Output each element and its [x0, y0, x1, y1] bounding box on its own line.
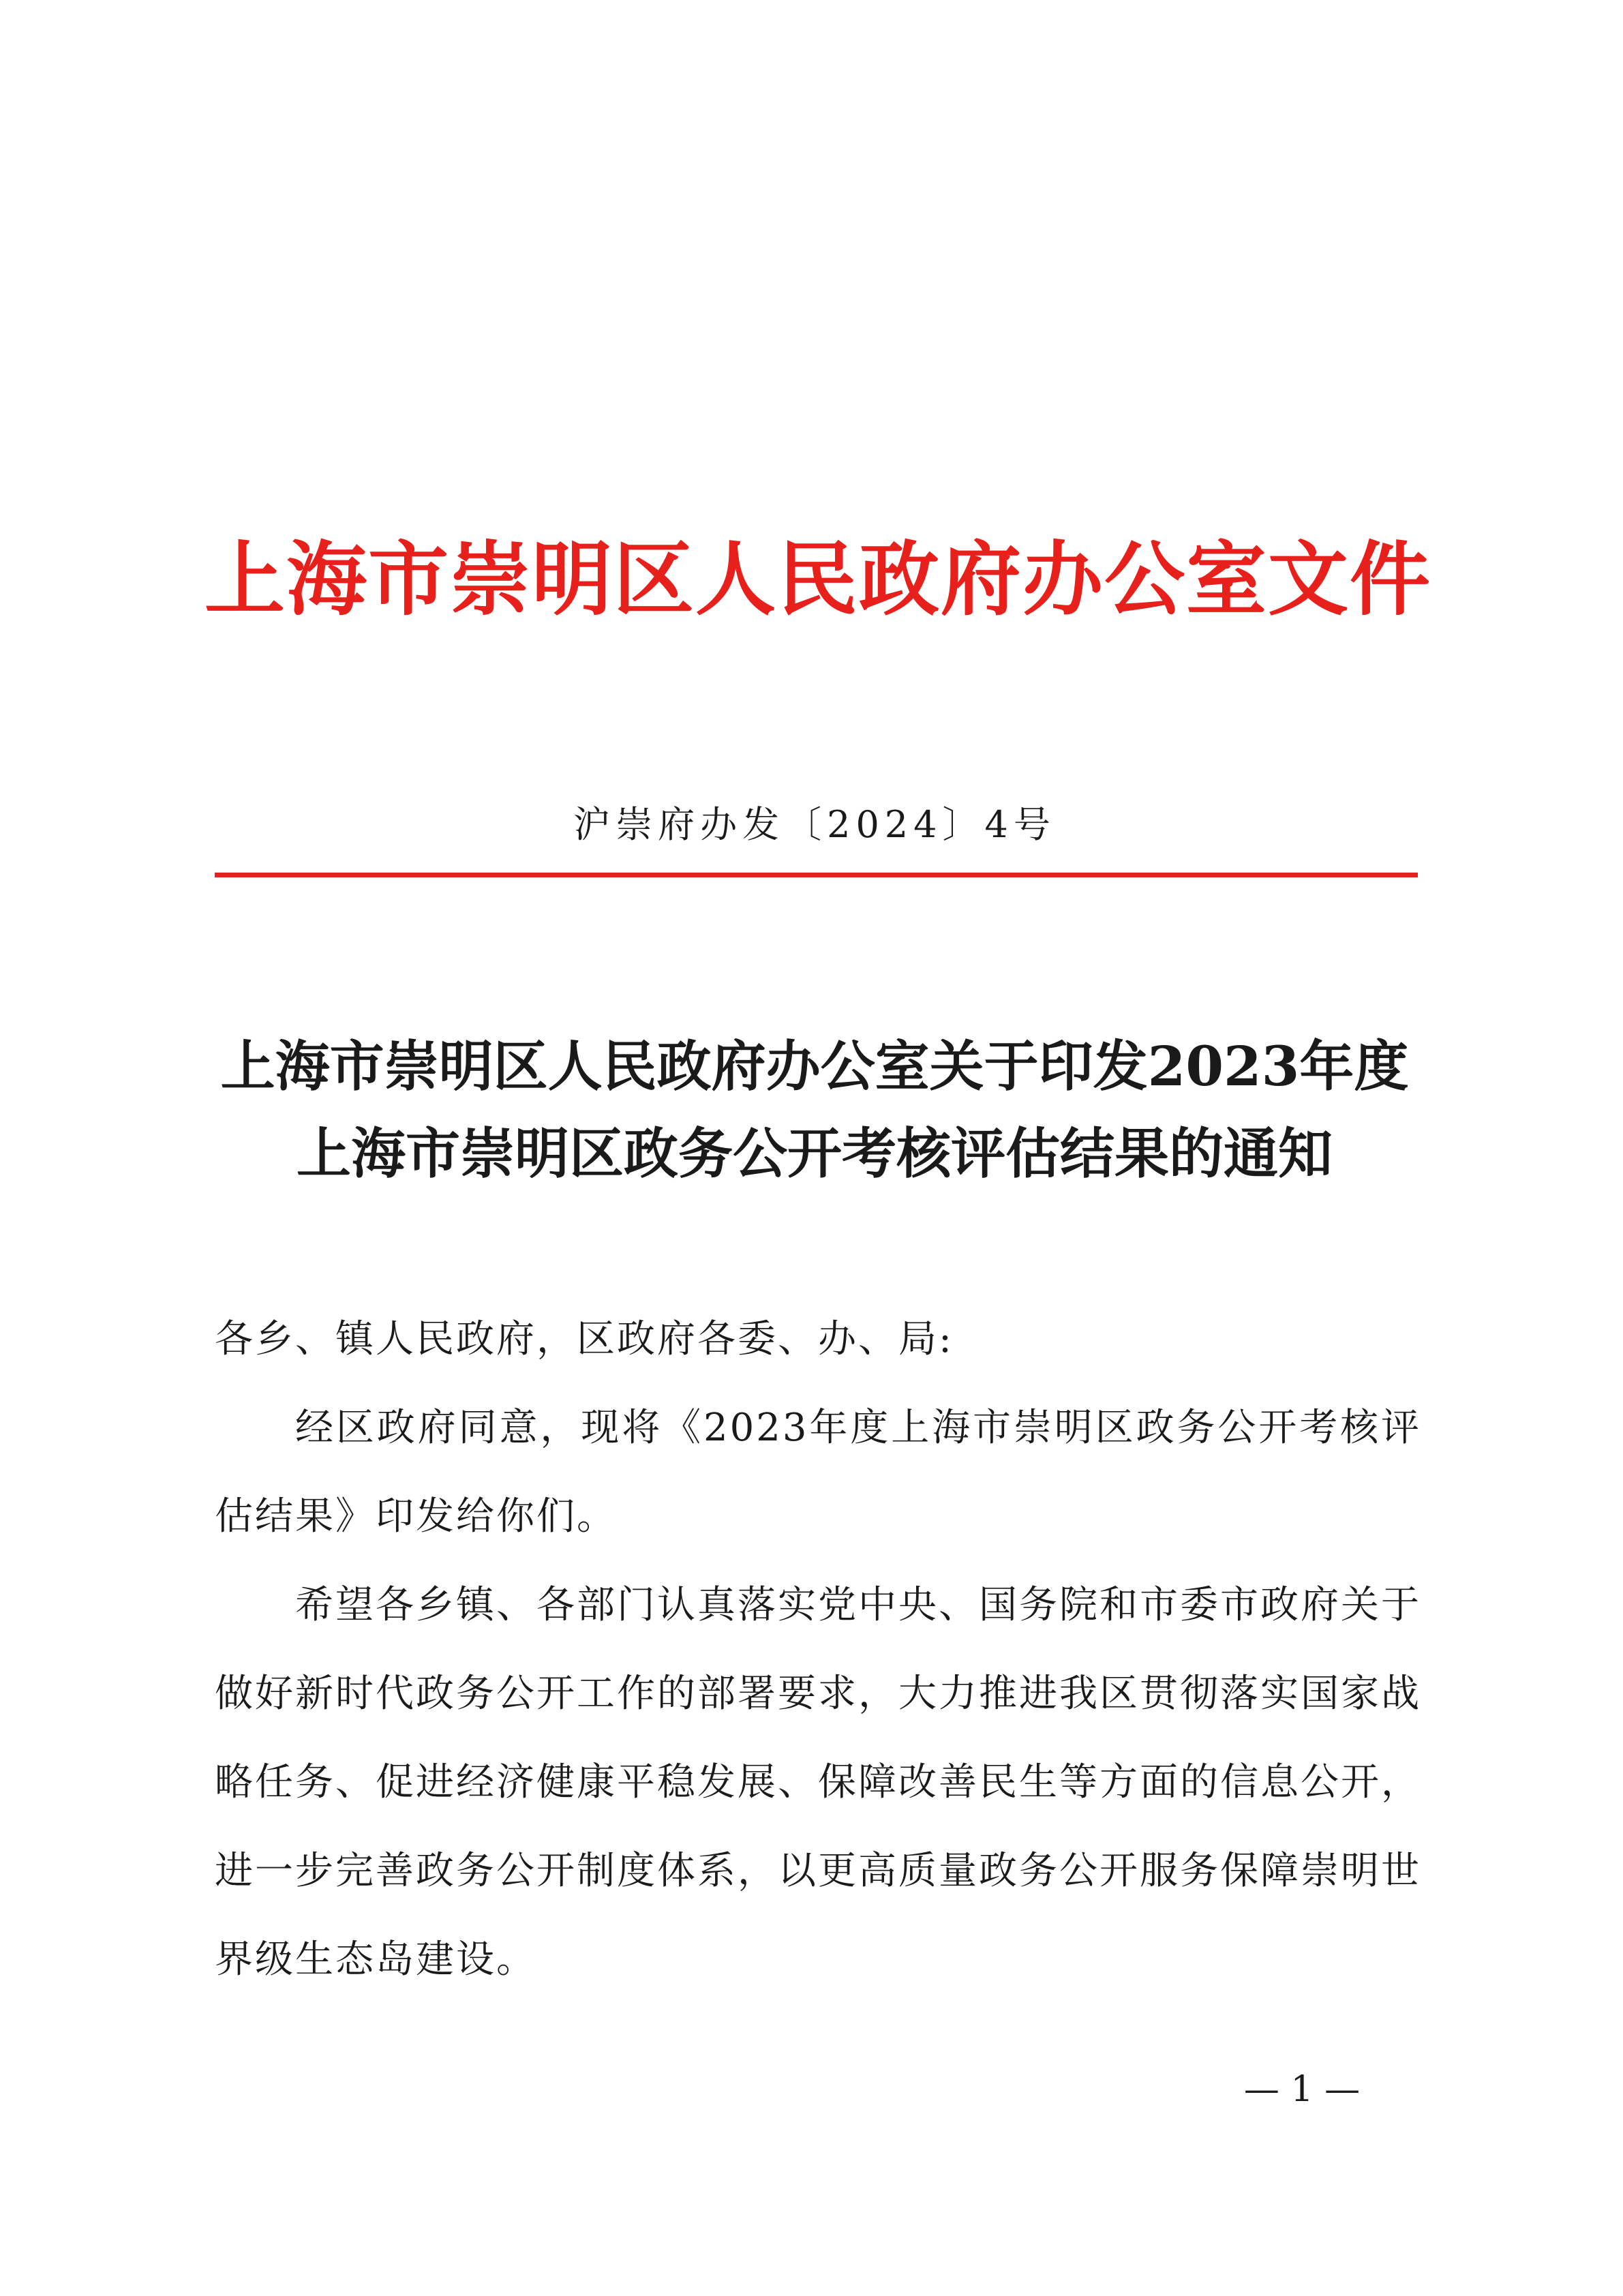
red-divider-line	[215, 873, 1418, 877]
page-number: — 1 —	[1243, 2069, 1361, 2110]
document-masthead: 上海市崇明区人民政府办公室文件	[204, 532, 1432, 626]
document-title-line-2: 上海市崇明区政务公开考核评估结果的通知	[297, 1121, 1333, 1185]
body-paragraph-1: 经区政府同意，现将《2023年度上海市崇明区政务公开考核评估结果》印发给你们。	[215, 1406, 1421, 1539]
document-title	[204, 1023, 1425, 1197]
document-body	[215, 1295, 1421, 2004]
document-title-line-1: 上海市崇明区人民政府办公室关于印发2023年度	[220, 1034, 1409, 1098]
body-paragraph-2: 希望各乡镇、各部门认真落实党中央、国务院和市委市政府关于做好新时代政务公开工作的部署要求，大力推进我区贯彻落实国家战略任务、促进经济健康平稳发展、保障改善民生等方面的信息公开，进一步完善政务公开制度体系，以更高质量政务公开服务保障崇明世界级生态岛建设。	[215, 1583, 1421, 1982]
salutation: 各乡、镇人民政府，区政府各委、办、局:	[215, 1317, 954, 1361]
document-number: 沪崇府办发〔2024〕4号	[573, 803, 1056, 846]
